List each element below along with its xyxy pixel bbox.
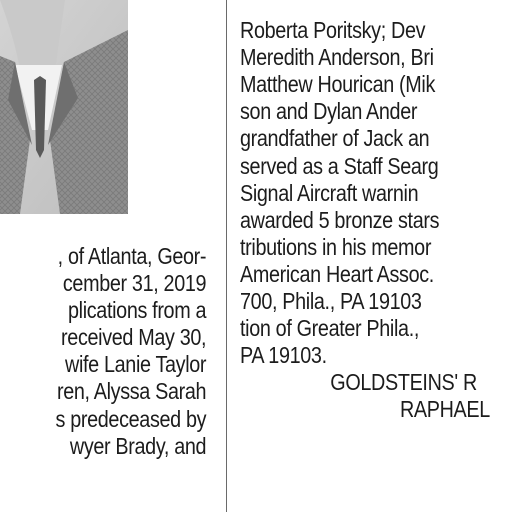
text-line: , of Atlanta, Geor-	[57, 243, 206, 269]
text-line: plications from a	[67, 297, 206, 324]
text-line: Signal Aircraft warnin	[240, 179, 419, 206]
portrait-photo	[0, 0, 128, 214]
text-line: Matthew Hourican (Mik	[240, 71, 436, 98]
text-line: American Heart Assoc.	[240, 260, 434, 287]
text-line: s predeceased by	[55, 405, 206, 432]
text-line: tion of Greater Phila.,	[240, 315, 420, 342]
text-line: 700, Phila., PA 19103	[240, 288, 422, 315]
text-line: wyer Brady, and	[69, 432, 207, 459]
text-line: awarded 5 bronze stars	[240, 206, 440, 233]
text-line: cember 31, 2019	[62, 270, 206, 297]
column-divider	[226, 0, 227, 512]
funeral-home-name-continued: RAPHAEL	[399, 396, 490, 423]
text-line: tributions in his memor	[240, 233, 432, 260]
right-text-column	[240, 0, 490, 424]
text-line	[240, 0, 490, 17]
text-line: Meredith Anderson, Bri	[240, 44, 434, 71]
text-line: son and Dylan Ander	[240, 98, 418, 125]
text-line: Roberta Poritsky; Dev	[240, 17, 426, 44]
text-line: served as a Staff Searg	[240, 152, 439, 179]
text-line: grandfather of Jack an	[240, 125, 430, 152]
text-line: wife Lanie Taylor	[64, 351, 206, 378]
text-line: PA 19103.	[240, 342, 327, 369]
text-line: ren, Alyssa Sarah	[56, 378, 206, 405]
text-line: received May 30,	[60, 324, 206, 351]
left-text-column	[55, 243, 206, 460]
funeral-home-name: GOLDSTEINS' R	[330, 369, 477, 396]
